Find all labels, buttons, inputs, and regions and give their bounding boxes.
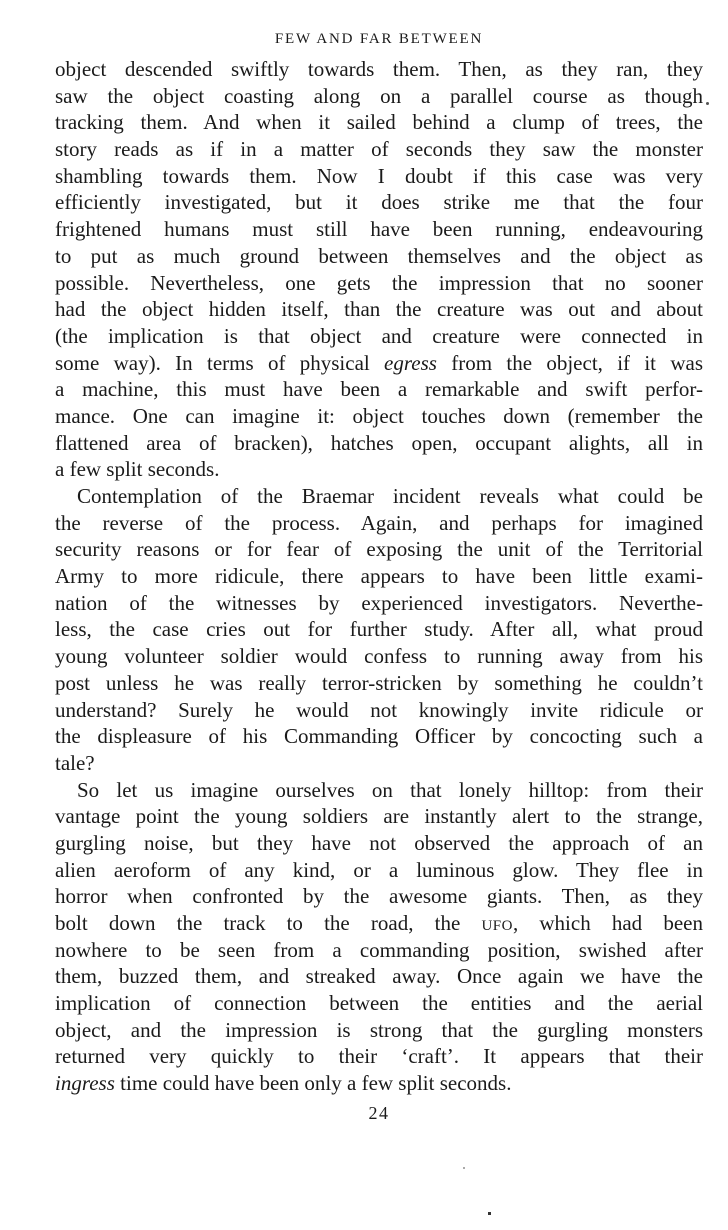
text-line: understand? Surely he would not knowingly invite ridicule or — [55, 697, 703, 722]
text-line: a machine, this must have been a remarkable and swift perfor- — [55, 377, 703, 402]
text-segment: some way). In terms of physical — [55, 350, 385, 375]
text-segment: from the object, if it was — [436, 350, 703, 375]
text-line: them, buzzed them, and streaked away. Once again we have the — [55, 964, 703, 989]
text-line: horror when confronted by the awesome giants. Then, as they — [55, 884, 703, 909]
text-line: mance. One can imagine it: object touches down (remember the — [55, 403, 703, 428]
text-line: nowhere to be seen from a commanding position, swished after — [55, 937, 703, 962]
text-line — [55, 910, 703, 937]
paragraph-start-line: Contemplation of the Braemar incident reveals what could be — [77, 484, 703, 508]
italic-term-egress: egress — [384, 350, 437, 375]
text-line: possible. Nevertheless, one gets the impression that no sooner — [55, 270, 703, 295]
text-line: saw the object coasting along on a parallel course as though — [55, 83, 703, 108]
text-segment: , which had been — [512, 911, 703, 935]
text-line: nation of the witnesses by experienced investigators. Neverthe- — [55, 590, 703, 615]
book-page — [55, 28, 703, 1125]
text-segment: time could have been only a few split seconds. — [114, 1071, 512, 1096]
text-line: flattened area of bracken), hatches open, occupant alights, all in — [55, 430, 703, 455]
text-line: the displeasure of his Commanding Officer by concocting such a — [55, 724, 703, 749]
text-line: less, the case cries out for further study. After all, what proud — [55, 617, 703, 642]
text-line: vantage point the young soldiers are instantly alert to the strange, — [55, 804, 703, 829]
text-line: efficiently investigated, but it does strike me that the four — [55, 190, 703, 215]
running-head: FEW AND FAR BETWEEN — [274, 31, 484, 47]
text-line: tale? — [55, 750, 95, 775]
scan-speck — [488, 1212, 491, 1215]
text-segment: bolt down the track to the road, the — [55, 911, 482, 935]
italic-term-ingress: ingress — [55, 1071, 115, 1096]
paragraph-start-line: So let us imagine ourselves on that lonely hilltop: from their — [77, 777, 703, 802]
text-line: object, and the impression is strong that the gurgling monsters — [55, 1017, 703, 1042]
text-line: shambling towards them. Now I doubt if this case was very — [55, 163, 703, 188]
text-line: alien aeroform of any kind, or a luminous glow. They flee in — [55, 857, 703, 882]
text-line: tracking them. And when it sailed behind a clump of trees, the — [55, 110, 703, 135]
text-line: young volunteer soldier would confess to running away from his — [55, 644, 703, 669]
page-number: 24 — [368, 1102, 390, 1123]
text-line: implication of connection between the entities and the aerial — [55, 991, 703, 1016]
text-line: post unless he was really terror-stricken by something he couldn’t — [55, 670, 703, 695]
text-line: gurgling noise, but they have not observed the approach of an — [55, 830, 703, 855]
text-line: frightened humans must still have been running, endeavouring — [55, 217, 703, 242]
scan-speck — [463, 1167, 465, 1169]
text-line: returned very quickly to their ‘craft’. It appears that their — [55, 1044, 703, 1069]
text-line: the reverse of the process. Again, and perhaps for imagined — [55, 510, 703, 535]
text-line: to put as much ground between themselves and the object as — [55, 243, 703, 268]
text-line: a few split seconds. — [55, 457, 220, 482]
small-caps-ufo: ufo — [481, 911, 513, 935]
text-line: Army to more ridicule, there appears to have been little exami- — [55, 564, 703, 589]
text-line: had the object hidden itself, than the creature was out and about — [55, 297, 703, 322]
text-line: story reads as if in a matter of seconds they saw the monster — [55, 137, 703, 162]
scan-speck — [706, 102, 709, 105]
text-line: object descended swiftly towards them. Then, as they ran, they — [55, 57, 703, 81]
body-text — [55, 56, 703, 1097]
text-line — [55, 350, 703, 377]
text-line — [55, 1070, 703, 1097]
text-line: security reasons or for fear of exposing the unit of the Territorial — [55, 537, 703, 562]
text-line: (the implication is that object and creature were connected in — [55, 323, 703, 348]
